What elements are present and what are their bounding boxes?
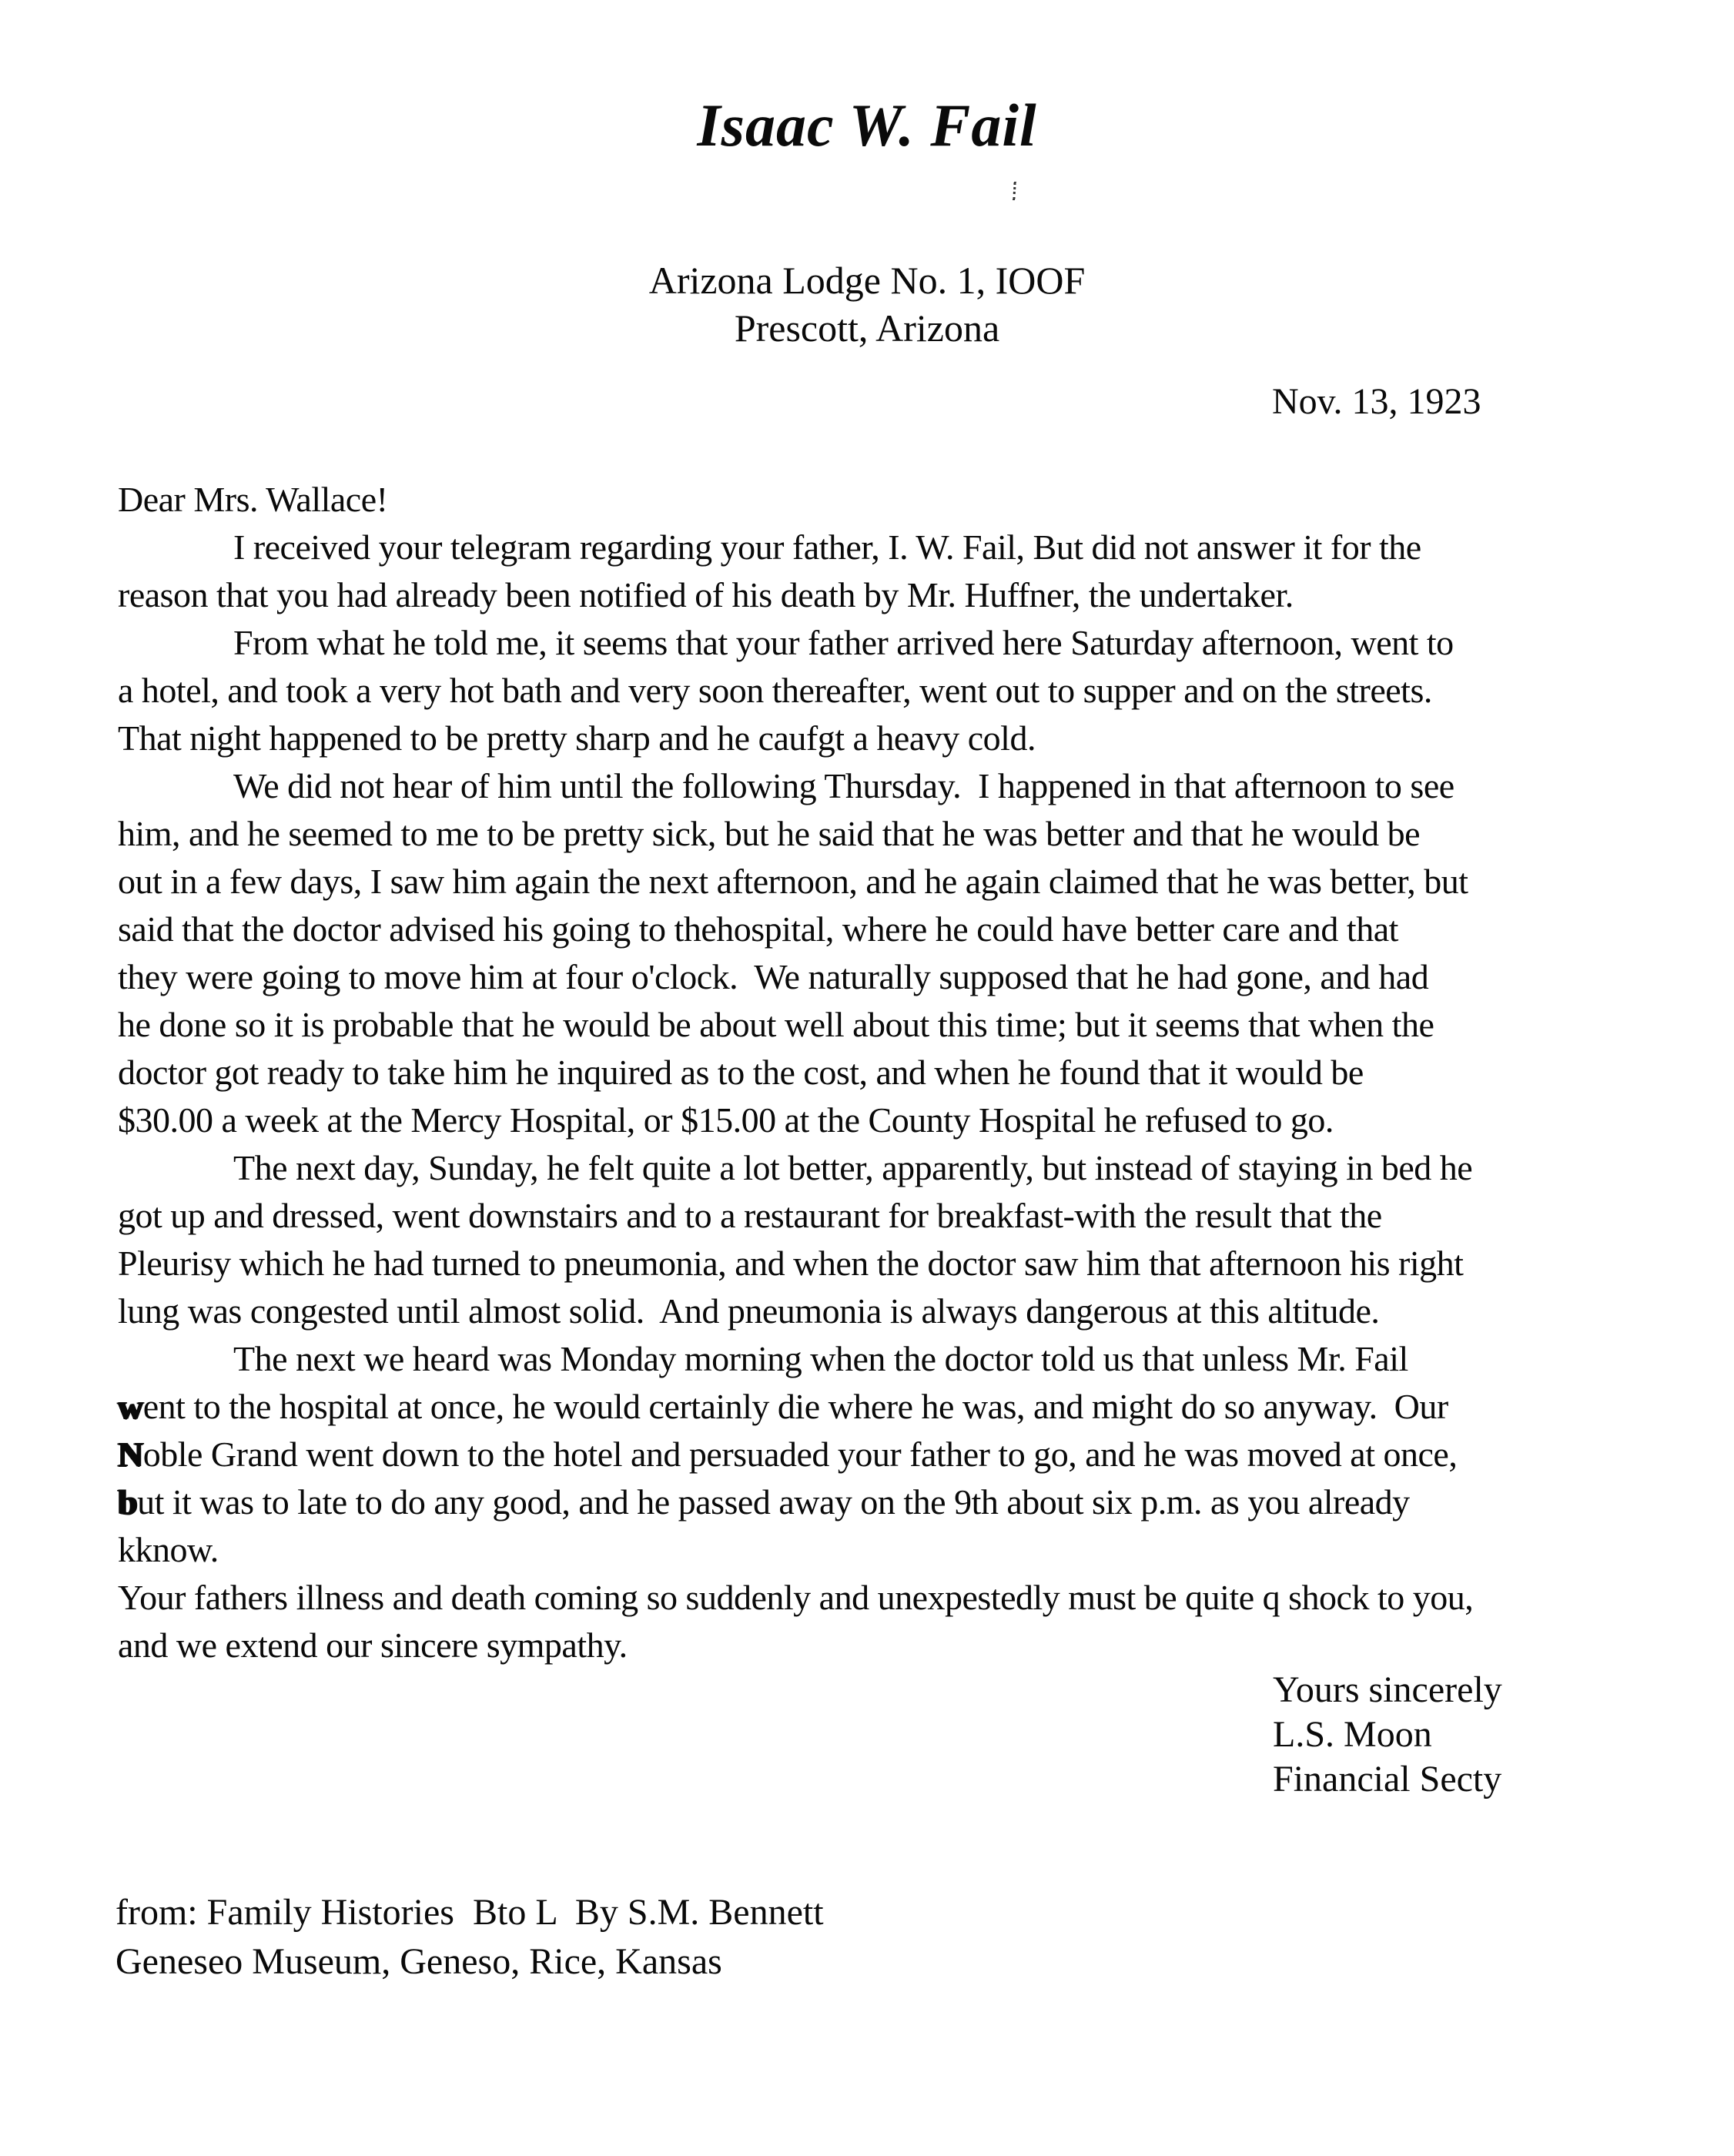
letterhead-block (0, 254, 1734, 350)
signature-title: Financial Secty (1273, 1759, 1502, 1799)
letter-line: From what he told me, it seems that your father arrived here Saturday afternoon, went to (233, 623, 1454, 662)
letter-line: reason that you had already been notified of his death by Mr. Huffner, the undertaker. (118, 575, 1294, 614)
letter-line: Pleurisy which he had turned to pneumonia, and when the doctor saw him that afternoon his right (118, 1244, 1464, 1283)
letter-line: out in a few days, I saw him again the next afternoon, and he again claimed that he was better, but (118, 862, 1468, 901)
letter-line: a hotel, and took a very hot bath and very soon thereafter, went out to supper and on the streets. (118, 671, 1432, 710)
letter-line: The next day, Sunday, he felt quite a lot better, apparently, but instead of staying in bed he (233, 1148, 1473, 1187)
letter-line: lung was congested until almost solid. And pneumonia is always dangerous at this altitude. (118, 1291, 1380, 1331)
salutation: Dear Mrs. Wallace! (118, 480, 388, 519)
letterhead-location: Prescott, Arizona (734, 306, 1000, 350)
letter-line: kknow. (118, 1530, 219, 1569)
letter-line: I received your telegram regarding your father, I. W. Fail, But did not answer it for the (233, 527, 1421, 567)
closing-phrase: Yours sincerely (1273, 1669, 1502, 1710)
source-line: Geneseo Museum, Geneso, Rice, Kansas (115, 1941, 722, 1982)
letter-line: The next we heard was Monday morning when the doctor told us that unless Mr. Fail (233, 1339, 1408, 1378)
letter-line: That night happened to be pretty sharp and he caufgt a heavy cold. (118, 718, 1036, 758)
letter-line-overstruck: went to the hospital at once, he would certainly die where he was, and might do so anyway. Our (118, 1387, 1448, 1426)
closing-block (1273, 1668, 1502, 1802)
letter-line: and we extend our sincere sympathy. (118, 1625, 628, 1665)
scan-artifact-mark (1013, 182, 1016, 200)
letter-line: him, and he seemed to me to be pretty sick, but he said that he was better and that he would be (118, 814, 1421, 853)
letter-line: they were going to move him at four o'clock. We naturally supposed that he had gone, and had (118, 957, 1429, 996)
letterhead-name: Isaac W. Fail (697, 92, 1037, 159)
letter-line: said that the doctor advised his going to thehospital, where he could have better care and that (118, 909, 1398, 949)
letter-line: he done so it is probable that he would be about well about this time; but it seems that when the (118, 1005, 1434, 1044)
date-line: Nov. 13, 1923 (1272, 381, 1481, 422)
letter-line: got up and dressed, went downstairs and to a restaurant for breakfast-with the result that the (118, 1196, 1382, 1235)
source-attribution (115, 1888, 824, 1987)
letter-line: $30.00 a week at the Mercy Hospital, or $15.00 at the County Hospital he refused to go. (118, 1100, 1334, 1140)
source-line: from: Family Histories Bto L By S.M. Bennett (115, 1892, 824, 1933)
letter-body (118, 476, 1650, 1669)
letter-line: Your fathers illness and death coming so suddenly and unexpestedly must be quite q shock to you, (118, 1578, 1474, 1617)
letter-line-overstruck: Noble Grand went down to the hotel and persuaded your father to go, and he was moved at once, (118, 1435, 1458, 1474)
letter-line: doctor got ready to take him he inquired as to the cost, and when he found that it would be (118, 1053, 1364, 1092)
letterhead-org: Arizona Lodge No. 1, IOOF (648, 259, 1086, 302)
signature-name: L.S. Moon (1273, 1714, 1432, 1755)
letter-line-overstruck: but it was to late to do any good, and he passed away on the 9th about six p.m. as you already (118, 1482, 1410, 1522)
letter-line: We did not hear of him until the following Thursday. I happened in that afternoon to see (233, 766, 1454, 805)
